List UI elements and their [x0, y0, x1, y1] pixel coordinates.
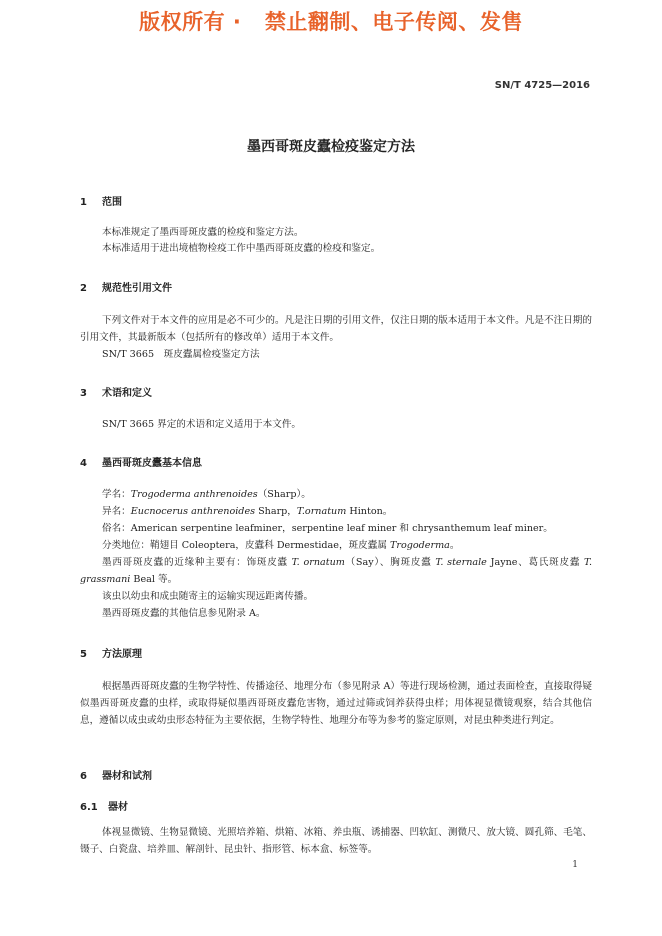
related-species: 墨西哥斑皮蠹的近缘种主要有：饰斑皮蠹 T. ornatum（Say）、胸斑皮蠹 T. sternale Jayne、葛氏斑皮蠹 T. grassmani Beal 等。: [80, 557, 592, 585]
section-1-paragraph-2: 本标准适用于进出境植物检疫工作中墨西哥斑皮蠹的检疫和鉴定。: [102, 243, 381, 254]
annex-reference: 墨西哥斑皮蠹的其他信息参见附录 A。: [102, 608, 266, 619]
section-5-paragraph-1: 根据墨西哥斑皮蠹的生物学特性、传播途径、地理分布（参见附录 A）等进行现场检测，通过表面检查，直接取得疑似墨西哥斑皮蠹的虫样，或取得疑似墨西哥斑皮蠹危害物，通过过筛或饲养获得虫样；用体视显微镜观察，结合其他信息，遵循以成虫或幼虫形态特征为主要依据，生物学特性、地理分布等为参考的鉴定原则，对昆虫种类进行判定。: [80, 681, 592, 726]
section-3-heading: 3 术语和定义: [80, 388, 152, 399]
page-number: 1: [572, 860, 578, 870]
copyright-watermark: 版权所有 · 禁止翻制、电子传阅、发售: [139, 10, 523, 34]
section-2-reference: SN/T 3665 斑皮蠹属检疫鉴定方法: [102, 349, 260, 360]
spread-paragraph: 该虫以幼虫和成虫随寄主的运输实现远距离传播。: [102, 591, 314, 602]
standard-number: SN/T 4725—2016: [494, 80, 590, 91]
synonyms: 异名：Eucnocerus anthrenoides Sharp，T.ornatum Hinton。: [102, 506, 393, 517]
section-4-heading: 4 墨西哥斑皮蠹基本信息: [80, 458, 202, 469]
page-title: 墨西哥斑皮蠹检疫鉴定方法: [247, 139, 415, 155]
classification: 分类地位：鞘翅目 Coleoptera，皮蠹科 Dermestidae，斑皮蠹属 Trogoderma。: [102, 540, 460, 551]
section-6-1-heading: 6.1 器材: [80, 802, 128, 813]
scientific-name: 学名：Trogoderma anthrenoides（Sharp）。: [102, 489, 311, 500]
section-5-heading: 5 方法原理: [80, 649, 142, 660]
common-names: 俗名：American serpentine leafminer，serpentine leaf miner 和 chrysanthemum leaf miner。: [102, 523, 553, 534]
section-2-heading: 2 规范性引用文件: [80, 283, 172, 294]
section-3-paragraph-1: SN/T 3665 界定的术语和定义适用于本文件。: [102, 419, 302, 430]
section-6-1-paragraph-1: 体视显微镜、生物显微镜、光照培养箱、烘箱、冰箱、养虫瓶、诱捕器、凹软缸、测微尺、放大镜、圆孔筛、毛笔、镊子、白瓷盘、培养皿、解剖针、昆虫针、指形管、标本盒、标签等。: [80, 827, 592, 855]
section-2-paragraph-1: 下列文件对于本文件的应用是必不可少的。凡是注日期的引用文件，仅注日期的版本适用于本文件。凡是不注日期的引用文件，其最新版本（包括所有的修改单）适用于本文件。: [80, 315, 592, 343]
section-1-heading: 1 范围: [80, 197, 122, 208]
section-6-heading: 6 器材和试剂: [80, 771, 152, 782]
section-1-paragraph-1: 本标准规定了墨西哥斑皮蠹的检疫和鉴定方法。: [102, 227, 304, 238]
